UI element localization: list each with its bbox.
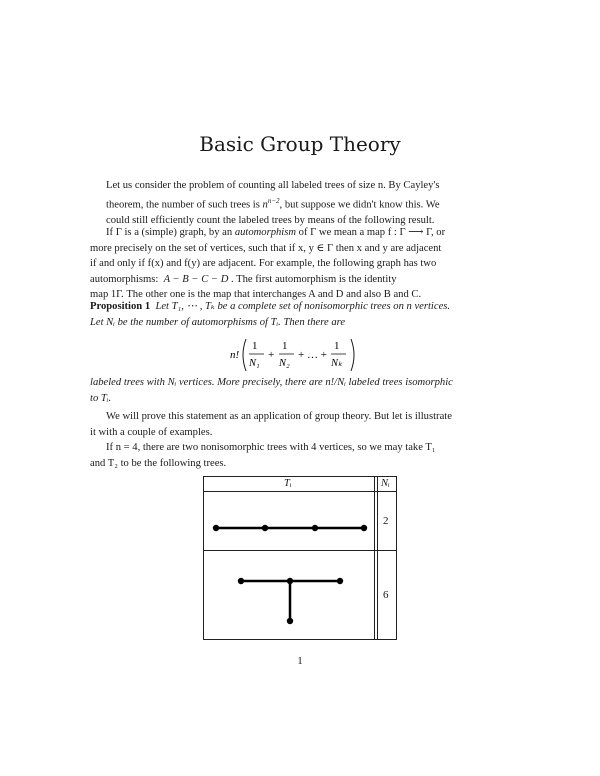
header-tree: Tᵢ [284,478,292,489]
formula-num-1: 1 [252,340,258,352]
text-line: Let us consider the problem of counting all labeled trees of size n. By Cayley's [106,180,440,191]
table-divider [374,477,375,639]
row-2-automorphisms: 6 [383,589,389,601]
header-automorphisms: Nᵢ [381,478,390,489]
row-1-automorphisms: 2 [383,515,389,527]
formula [0,333,600,380]
page-title: Basic Group Theory [199,132,401,156]
text-line: Let Nᵢ be the number of automorphisms of Tᵢ. Then there are [90,316,346,328]
tree-vertex [287,578,293,584]
tree-vertex [312,525,318,531]
tree-vertex [361,525,367,531]
tree-vertex [287,618,293,624]
text-line: labeled trees with Nᵢ vertices. More precisely, there are n!/Nᵢ labeled trees isomorphic [90,377,453,388]
text-line: map 1Γ. The other one is the map that interchanges A and D and also B and C. [90,289,422,301]
text-line: theorem, the number of such trees is $n^{n-2}$, but suppose we didn't know this. We [106,196,440,211]
svg-text:+: + [268,349,275,361]
text-line: if and only if f(x) and f(y) are adjacent. For example, the following graph has two [90,258,437,270]
formula-dots: + … + [298,349,327,361]
table-divider [377,477,378,639]
formula-num-2: 1 [282,340,288,352]
paragraph-proof-intro [90,409,512,440]
text-line: to Tᵢ. [90,392,112,404]
tree-vertex [238,578,244,584]
text-line: Proposition 1 Let T₁, ⋯ , Tₖ be a complete set of nonisomorphic trees on n vertices. [90,301,451,312]
tree-vertex [337,578,343,584]
tree-vertex [213,525,219,531]
paragraph-intro [90,178,512,228]
proposition [90,299,512,330]
tree-vertex [262,525,268,531]
example-graph: A − B − C − D [163,273,229,285]
proposition-continued [90,375,512,406]
text-line: and T₂ to be the following trees. [90,457,227,469]
text-line: it with a couple of examples. [90,426,213,438]
paragraph-example [90,440,512,471]
text-line: could still efficiently count the labeled trees by means of the following result. [106,214,435,226]
trees-table [203,476,397,640]
tree-star-4 [204,551,374,639]
text-line: automorphisms: A − B − C − D . The first automorphism is the identity [90,273,397,285]
formula-den-k: Nₖ [331,358,343,369]
text-line: If Γ is a (simple) graph, by an automorphism of Γ we mean a map f : Γ ⟶ Γ, or [106,227,446,238]
formula-svg [230,333,370,377]
text-line: more precisely on the set of vertices, such that if x, y ∈ Γ then x and y are adjacent [90,242,442,254]
text-line: We will prove this statement as an application of group theory. But let is illustrate [106,411,452,422]
text-line: If n = 4, there are two nonisomorphic trees with 4 vertices, so we may take T₁ [106,442,436,453]
formula-prefix: n! [230,349,240,361]
formula-num-k: 1 [334,340,340,352]
paragraph-automorphism [90,225,512,303]
page-number: 1 [297,655,303,667]
formula-den-1: N₁ [249,358,260,369]
tree-path-4 [204,492,374,550]
formula-den-2: N₂ [279,358,290,369]
proposition-label: Proposition 1 [90,301,151,312]
